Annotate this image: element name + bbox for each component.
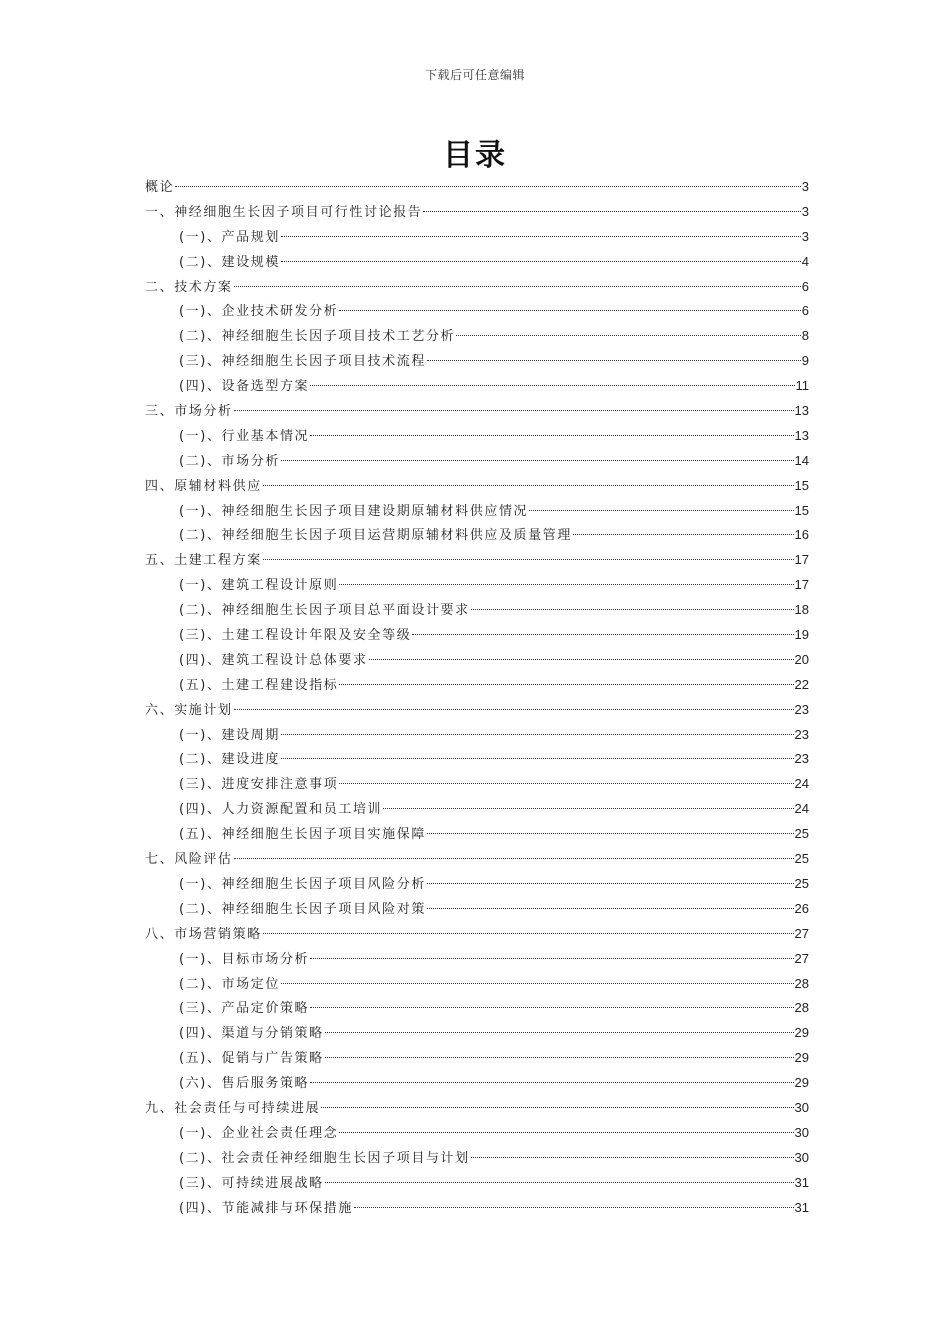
toc-entry-label: (二)、社会责任神经细胞生长因子项目与计划 (179, 1150, 470, 1166)
toc-dot-leader (263, 485, 794, 486)
toc-entry-label: (五)、土建工程建设指标 (179, 677, 339, 693)
page-header: 下载后可任意编辑 (424, 68, 525, 82)
toc-entry[interactable] (145, 275, 809, 300)
toc-dot-leader (325, 1057, 794, 1058)
toc-entry-page-number: 27 (794, 950, 809, 966)
toc-entry-page-number: 30 (794, 1124, 809, 1140)
toc-entry-label: (二)、神经细胞生长因子项目运营期原辅材料供应及质量管理 (179, 528, 572, 544)
toc-dot-leader (471, 609, 794, 610)
toc-entry-page-number: 25 (794, 826, 809, 842)
toc-entry[interactable] (145, 822, 809, 847)
toc-entry-page-number: 4 (801, 253, 809, 269)
toc-entry-page-number: 16 (794, 527, 809, 543)
toc-entry[interactable] (145, 175, 809, 200)
toc-entry-page-number: 23 (794, 701, 809, 717)
toc-dot-leader (310, 958, 793, 959)
toc-dot-leader (281, 758, 794, 759)
toc-entry[interactable] (145, 573, 809, 598)
toc-dot-leader (310, 1007, 793, 1008)
toc-entry[interactable] (145, 772, 809, 797)
toc-entry[interactable] (145, 1071, 809, 1096)
toc-entry-label: (一)、产品规划 (179, 229, 280, 245)
toc-entry-page-number: 30 (794, 1149, 809, 1165)
toc-dot-leader (456, 335, 801, 336)
toc-entry-page-number: 25 (794, 875, 809, 891)
toc-entry-page-number: 13 (794, 427, 809, 443)
toc-dot-leader (383, 808, 793, 809)
toc-entry-page-number: 3 (801, 228, 809, 244)
toc-entry-label: (一)、目标市场分析 (179, 951, 310, 967)
toc-entry[interactable] (145, 250, 809, 275)
toc-entry-label: (四)、人力资源配置和员工培训 (179, 802, 383, 818)
toc-entry-page-number: 23 (794, 726, 809, 742)
toc-entry[interactable] (145, 972, 809, 997)
toc-entry-page-number: 17 (794, 552, 809, 568)
toc-entry-page-number: 6 (801, 303, 809, 319)
toc-entry-page-number: 13 (794, 403, 809, 419)
toc-entry-page-number: 29 (794, 1075, 809, 1091)
toc-entry-label: (六)、售后服务策略 (179, 1076, 310, 1092)
toc-dot-leader (339, 684, 793, 685)
toc-entry-label: 六、实施计划 (145, 702, 233, 718)
toc-dot-leader (281, 460, 794, 461)
toc-entry-page-number: 18 (794, 602, 809, 618)
toc-dot-leader (325, 1032, 794, 1033)
toc-entry[interactable] (145, 648, 809, 673)
toc-dot-leader (427, 833, 794, 834)
toc-entry[interactable] (145, 1046, 809, 1071)
toc-entry-label: (二)、建设进度 (179, 752, 280, 768)
toc-entry[interactable] (145, 747, 809, 772)
toc-dot-leader (310, 1082, 793, 1083)
toc-entry-page-number: 31 (794, 1199, 809, 1215)
toc-entry[interactable] (145, 1121, 809, 1146)
toc-entry[interactable] (145, 847, 809, 872)
toc-entry-page-number: 24 (794, 776, 809, 792)
toc-entry-label: (二)、神经细胞生长因子项目风险对策 (179, 901, 426, 917)
toc-dot-leader (321, 1107, 793, 1108)
toc-entry[interactable] (145, 349, 809, 374)
toc-entry-label: (五)、神经细胞生长因子项目实施保障 (179, 827, 426, 843)
toc-entry[interactable] (145, 598, 809, 623)
toc-entry-page-number: 29 (794, 1050, 809, 1066)
toc-entry[interactable] (145, 897, 809, 922)
toc-entry[interactable] (145, 225, 809, 250)
toc-entry-page-number: 9 (801, 353, 809, 369)
toc-entry[interactable] (145, 1171, 809, 1196)
toc-entry-label: (一)、建筑工程设计原则 (179, 578, 339, 594)
toc-entry[interactable] (145, 996, 809, 1021)
toc-dot-leader (339, 1132, 793, 1133)
toc-entry-page-number: 15 (794, 477, 809, 493)
toc-entry-label: (四)、节能减排与环保措施 (179, 1200, 353, 1216)
toc-entry-page-number: 8 (801, 328, 809, 344)
toc-entry-page-number: 24 (794, 801, 809, 817)
toc-entry[interactable] (145, 872, 809, 897)
toc-entry-label: (一)、企业技术研发分析 (179, 304, 339, 320)
toc-entry-label: (二)、神经细胞生长因子项目总平面设计要求 (179, 603, 470, 619)
toc-entry-page-number: 19 (794, 627, 809, 643)
toc-entry-label: 八、市场营销策略 (145, 926, 262, 942)
toc-dot-leader (281, 983, 794, 984)
toc-entry-label: 七、风险评估 (145, 852, 233, 868)
toc-dot-leader (310, 435, 793, 436)
toc-dot-leader (427, 908, 794, 909)
toc-entry[interactable] (145, 1196, 809, 1221)
toc-entry[interactable] (145, 499, 809, 524)
toc-dot-leader (234, 709, 794, 710)
toc-entry[interactable] (145, 523, 809, 548)
toc-entry-label: (一)、神经细胞生长因子项目建设期原辅材料供应情况 (179, 503, 529, 519)
toc-entry[interactable] (145, 797, 809, 822)
toc-dot-leader (471, 1157, 794, 1158)
toc-entry[interactable] (145, 474, 809, 499)
toc-dot-leader (427, 883, 794, 884)
toc-dot-leader (339, 783, 793, 784)
toc-dot-leader (354, 1207, 794, 1208)
toc-entry-page-number: 30 (794, 1099, 809, 1115)
toc-entry-label: (五)、促销与广告策略 (179, 1051, 324, 1067)
toc-entry[interactable] (145, 200, 809, 225)
toc-entry-label: 九、社会责任与可持续进展 (145, 1100, 321, 1116)
toc-entry-label: (三)、产品定价策略 (179, 1001, 310, 1017)
toc-entry-page-number: 11 (795, 378, 809, 394)
toc-entry[interactable] (145, 623, 809, 648)
toc-dot-leader (234, 410, 794, 411)
toc-entry[interactable] (145, 299, 809, 324)
toc-entry[interactable] (145, 324, 809, 349)
toc-entry[interactable] (145, 698, 809, 723)
toc-entry[interactable] (145, 548, 809, 573)
toc-entry-label: 二、技术方案 (145, 279, 233, 295)
toc-entry-label: (四)、设备选型方案 (179, 379, 310, 395)
toc-dot-leader (263, 559, 794, 560)
toc-entry[interactable] (145, 424, 809, 449)
toc-entry-label: (一)、建设周期 (179, 727, 280, 743)
toc-entry[interactable] (145, 673, 809, 698)
toc-entry-label: (二)、市场分析 (179, 453, 280, 469)
toc-entry[interactable] (145, 1096, 809, 1121)
toc-entry-page-number: 23 (794, 751, 809, 767)
toc-dot-leader (234, 286, 801, 287)
toc-entry-label: (一)、行业基本情况 (179, 428, 310, 444)
toc-entry-page-number: 3 (801, 203, 809, 219)
toc-dot-leader (573, 534, 794, 535)
toc-entry-page-number: 28 (794, 1000, 809, 1016)
toc-dot-leader (369, 659, 794, 660)
toc-entry-page-number: 6 (801, 278, 809, 294)
toc-entry[interactable] (145, 374, 809, 399)
toc-dot-leader (281, 236, 801, 237)
toc-entry[interactable] (145, 947, 809, 972)
toc-entry-label: (四)、建筑工程设计总体要求 (179, 652, 368, 668)
toc-dot-leader (529, 510, 793, 511)
toc-entry[interactable] (145, 1021, 809, 1046)
toc-entry[interactable] (145, 723, 809, 748)
toc-dot-leader (263, 933, 794, 934)
toc-entry[interactable] (145, 399, 809, 424)
toc-entry-label: (二)、市场定位 (179, 976, 280, 992)
toc-dot-leader (339, 584, 793, 585)
toc-entry[interactable] (145, 449, 809, 474)
toc-entry-label: (三)、可持续进展战略 (179, 1175, 324, 1191)
toc-dot-leader (310, 385, 794, 386)
toc-entry-label: 一、神经细胞生长因子项目可行性讨论报告 (145, 204, 423, 220)
toc-entry-page-number: 27 (794, 925, 809, 941)
toc-entry-label: (一)、神经细胞生长因子项目风险分析 (179, 876, 426, 892)
toc-entry-page-number: 17 (794, 577, 809, 593)
toc-dot-leader (423, 211, 800, 212)
toc-entry-label: (二)、神经细胞生长因子项目技术工艺分析 (179, 329, 456, 345)
toc-dot-leader (175, 186, 801, 187)
toc-dot-leader (412, 634, 793, 635)
toc-entry-label: 概论 (145, 180, 175, 195)
toc-entry-page-number: 26 (794, 900, 809, 916)
toc-entry-page-number: 29 (794, 1025, 809, 1041)
toc-dot-leader (339, 310, 800, 311)
toc-entry-page-number: 22 (794, 676, 809, 692)
toc-entry-page-number: 14 (794, 452, 809, 468)
toc-entry[interactable] (145, 922, 809, 947)
toc-dot-leader (281, 734, 794, 735)
toc-entry-label: 五、土建工程方案 (145, 553, 262, 569)
toc-entry-label: 三、市场分析 (145, 404, 233, 420)
toc-entry[interactable] (145, 1146, 809, 1171)
toc-entry-label: (四)、渠道与分销策略 (179, 1026, 324, 1042)
toc-title: 目录 (443, 138, 507, 173)
toc-entry-label: 四、原辅材料供应 (145, 478, 262, 494)
toc-entry-page-number: 31 (794, 1174, 809, 1190)
toc-entry-label: (三)、进度安排注意事项 (179, 777, 339, 793)
toc-entry-page-number: 25 (794, 851, 809, 867)
toc-dot-leader (427, 360, 801, 361)
toc-entry-page-number: 28 (794, 975, 809, 991)
toc-entry-page-number: 20 (794, 651, 809, 667)
toc-dot-leader (325, 1182, 794, 1183)
toc-entry-label: (三)、土建工程设计年限及安全等级 (179, 628, 412, 644)
toc-entry-label: (一)、企业社会责任理念 (179, 1125, 339, 1141)
table-of-contents (145, 175, 809, 1220)
toc-entry-page-number: 3 (801, 179, 809, 194)
toc-dot-leader (281, 261, 801, 262)
toc-entry-label: (三)、神经细胞生长因子项目技术流程 (179, 354, 426, 370)
toc-dot-leader (234, 858, 794, 859)
toc-entry-label: (二)、建设规模 (179, 254, 280, 270)
toc-entry-page-number: 15 (794, 502, 809, 518)
